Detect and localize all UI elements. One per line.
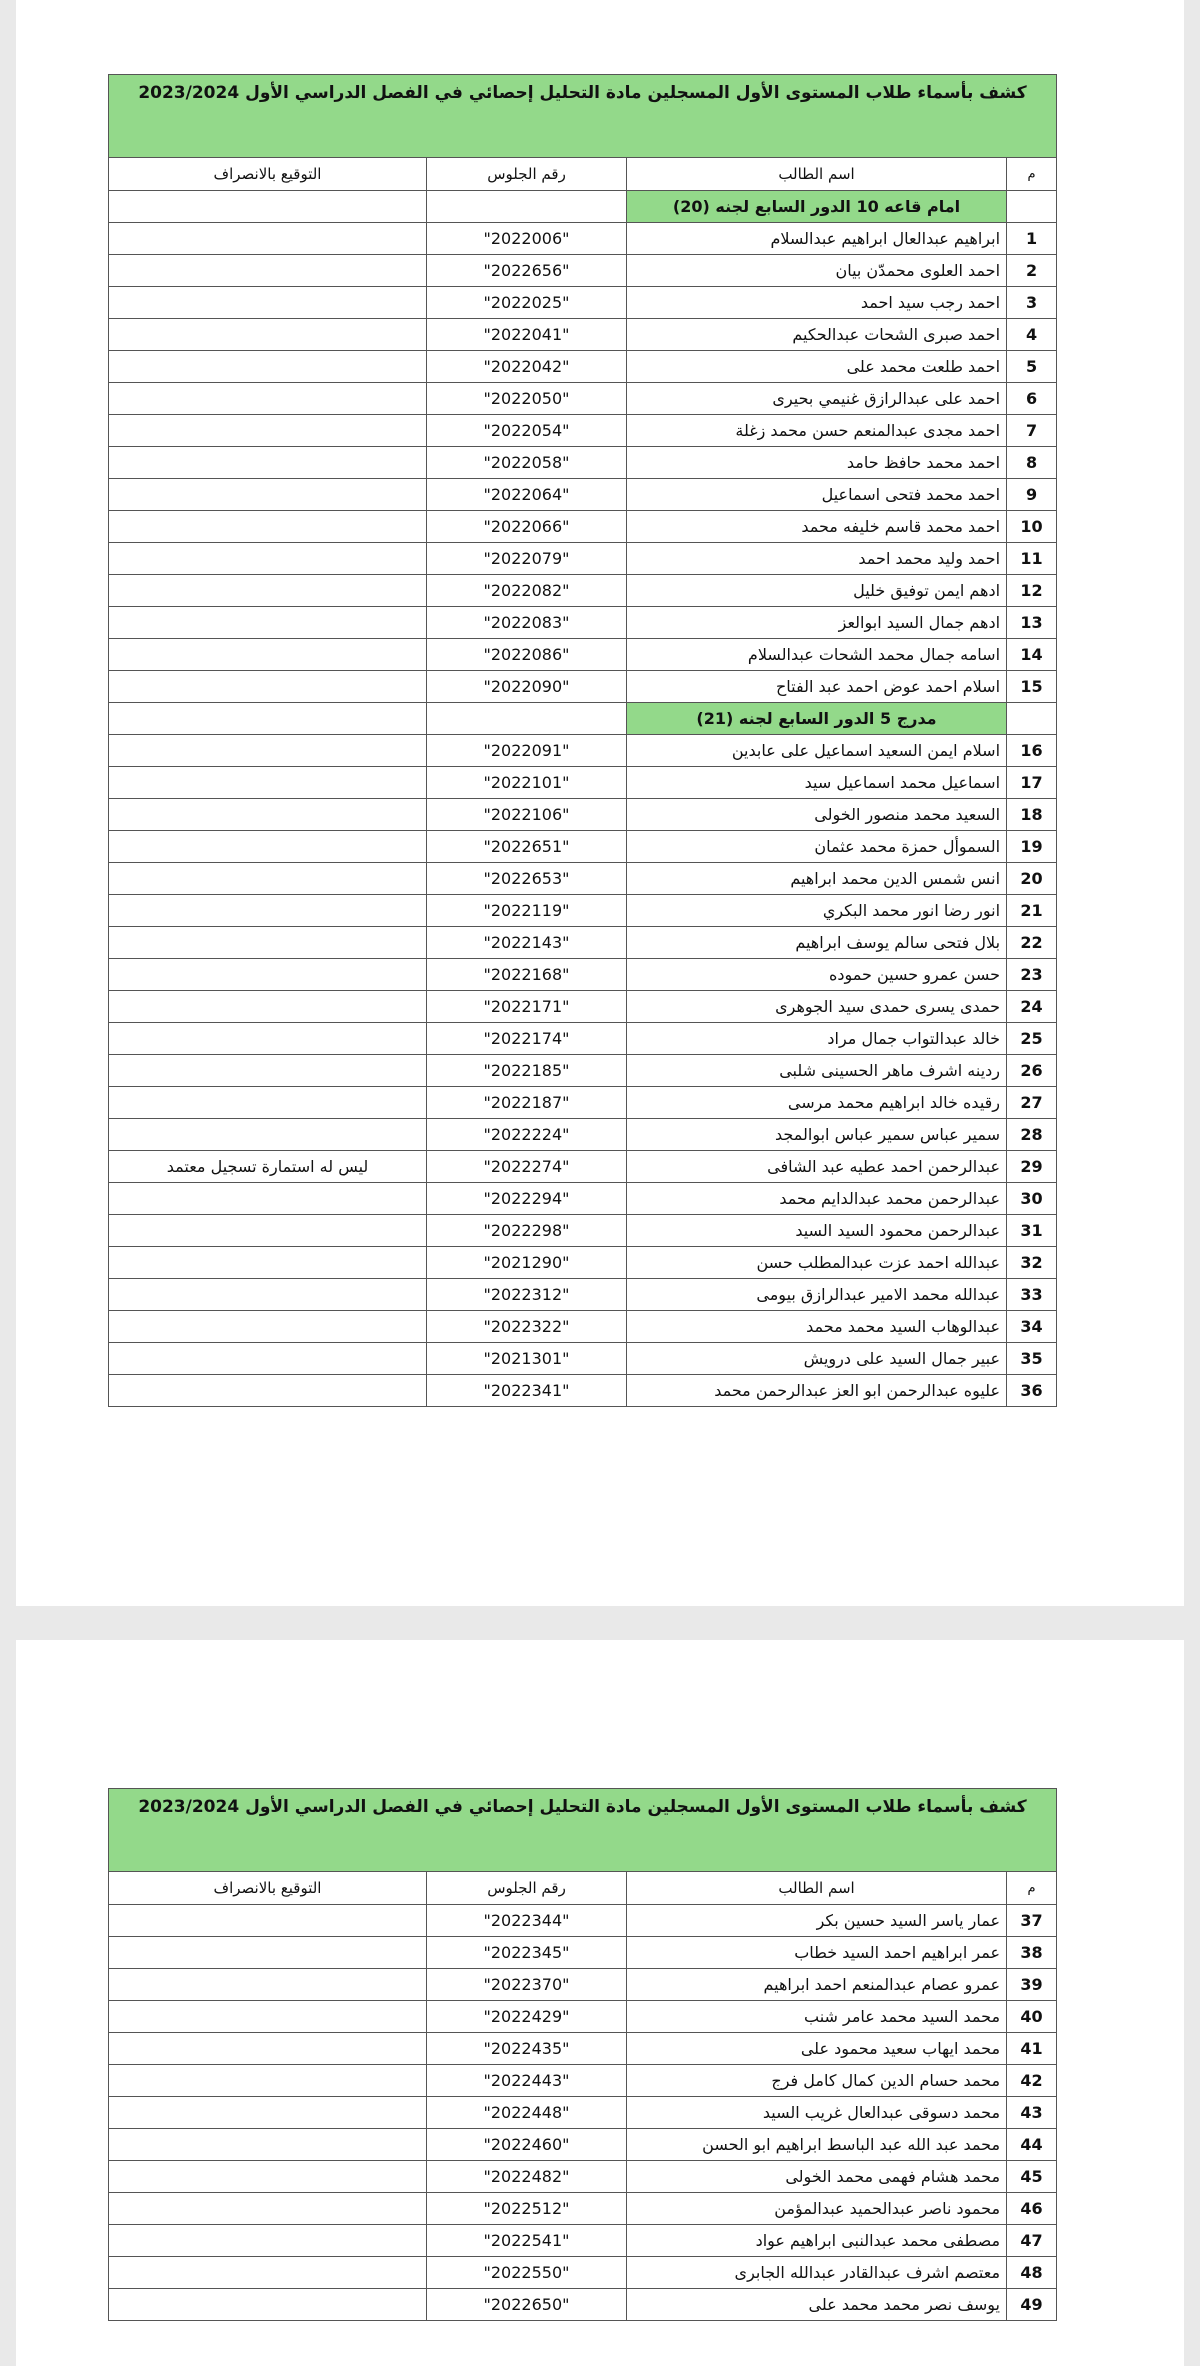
seat-number: "2022429": [427, 2001, 627, 2033]
signature-cell: [109, 287, 427, 319]
row-number: 7: [1007, 415, 1057, 447]
student-name: حمدى يسرى حمدى سيد الجوهرى: [627, 991, 1007, 1023]
seat-number: "2022322": [427, 1311, 627, 1343]
group-number-cell: [1007, 191, 1057, 223]
signature-cell: [109, 831, 427, 863]
student-roster-table-2: [108, 1788, 1057, 2321]
table-row: [109, 1087, 1057, 1119]
student-name: اسماعيل محمد اسماعيل سيد: [627, 767, 1007, 799]
table-row: [109, 2001, 1057, 2033]
student-name: محمد السيد محمد عامر شنب: [627, 2001, 1007, 2033]
table-row: [109, 287, 1057, 319]
row-number: 18: [1007, 799, 1057, 831]
row-number: 5: [1007, 351, 1057, 383]
seat-number: "2022090": [427, 671, 627, 703]
student-name: اسلام ايمن السعيد اسماعيل على عابدين: [627, 735, 1007, 767]
signature-cell: [109, 2033, 427, 2065]
signature-cell: [109, 415, 427, 447]
table-row: [109, 2161, 1057, 2193]
seat-number: "2022091": [427, 735, 627, 767]
table-row: [109, 607, 1057, 639]
student-name: عبدالرحمن احمد عطيه عبد الشافى: [627, 1151, 1007, 1183]
student-name: احمد مجدى عبدالمنعم حسن محمد زغلة: [627, 415, 1007, 447]
row-number: 14: [1007, 639, 1057, 671]
student-name: رقيده خالد ابراهيم محمد مرسى: [627, 1087, 1007, 1119]
signature-cell: [109, 2097, 427, 2129]
student-name: احمد صبرى الشحات عبدالحكيم: [627, 319, 1007, 351]
signature-cell: [109, 223, 427, 255]
signature-cell: [109, 959, 427, 991]
table-row: [109, 2129, 1057, 2161]
seat-number: "2022187": [427, 1087, 627, 1119]
seat-number: "2022650": [427, 2289, 627, 2321]
seat-number: "2022541": [427, 2225, 627, 2257]
seat-number: "2022066": [427, 511, 627, 543]
student-name: خالد عبدالتواب جمال مراد: [627, 1023, 1007, 1055]
row-number: 27: [1007, 1087, 1057, 1119]
signature-cell: [109, 1183, 427, 1215]
student-name: احمد على عبدالرازق غنيمي بحيرى: [627, 383, 1007, 415]
table-row: [109, 2193, 1057, 2225]
seat-number: "2022653": [427, 863, 627, 895]
student-name: احمد طلعت محمد على: [627, 351, 1007, 383]
row-number: 3: [1007, 287, 1057, 319]
student-name: يوسف نصر محمد محمد على: [627, 2289, 1007, 2321]
seat-number: "2022274": [427, 1151, 627, 1183]
student-name: ردينه اشرف ماهر الحسينى شلبى: [627, 1055, 1007, 1087]
student-name: بلال فتحى سالم يوسف ابراهيم: [627, 927, 1007, 959]
seat-number: "2022058": [427, 447, 627, 479]
student-name: عبدالله محمد الامير عبدالرازق بيومى: [627, 1279, 1007, 1311]
row-number: 48: [1007, 2257, 1057, 2289]
student-name: احمد محمد حافظ حامد: [627, 447, 1007, 479]
row-number: 8: [1007, 447, 1057, 479]
student-name: انس شمس الدين محمد ابراهيم: [627, 863, 1007, 895]
seat-number: "2022119": [427, 895, 627, 927]
signature-cell: [109, 799, 427, 831]
signature-cell: [109, 1343, 427, 1375]
student-name: عليوه عبدالرحمن ابو العز عبدالرحمن محمد: [627, 1375, 1007, 1407]
signature-cell: [109, 2289, 427, 2321]
student-name: ادهم جمال السيد ابوالعز: [627, 607, 1007, 639]
seat-number: "2022482": [427, 2161, 627, 2193]
seat-number: "2022106": [427, 799, 627, 831]
row-number: 11: [1007, 543, 1057, 575]
seat-number: "2022344": [427, 1905, 627, 1937]
row-number: 6: [1007, 383, 1057, 415]
signature-cell: [109, 351, 427, 383]
table-row: [109, 2033, 1057, 2065]
seat-number: "2022168": [427, 959, 627, 991]
table-row: [109, 1905, 1057, 1937]
group-label: امام قاعه 10 الدور السابع لجنه (20): [627, 191, 1007, 223]
seat-number: "2022171": [427, 991, 627, 1023]
table-row: [109, 351, 1057, 383]
table-row: [109, 735, 1057, 767]
student-name: احمد محمد فتحى اسماعيل: [627, 479, 1007, 511]
signature-cell: [109, 255, 427, 287]
group-signature-cell: [109, 703, 427, 735]
student-name: ادهم ايمن توفيق خليل: [627, 575, 1007, 607]
table-row: [109, 2065, 1057, 2097]
table-row: [109, 319, 1057, 351]
seat-number: "2022443": [427, 2065, 627, 2097]
table-row: [109, 2257, 1057, 2289]
seat-number: "2022224": [427, 1119, 627, 1151]
table-row: [109, 863, 1057, 895]
student-name: محمد دسوقى عبدالعال غريب السيد: [627, 2097, 1007, 2129]
seat-number: "2022460": [427, 2129, 627, 2161]
student-name: احمد وليد محمد احمد: [627, 543, 1007, 575]
header-seat-number: رقم الجلوس: [427, 1872, 627, 1905]
row-number: 29: [1007, 1151, 1057, 1183]
table-row: [109, 1311, 1057, 1343]
table-row: [109, 575, 1057, 607]
signature-cell: [109, 1215, 427, 1247]
row-number: 20: [1007, 863, 1057, 895]
student-name: ابراهيم عبدالعال ابراهيم عبدالسلام: [627, 223, 1007, 255]
signature-cell: [109, 1311, 427, 1343]
seat-number: "2022041": [427, 319, 627, 351]
signature-cell: [109, 1087, 427, 1119]
student-name: السموأل حمزة محمد عثمان: [627, 831, 1007, 863]
signature-cell: [109, 1969, 427, 2001]
seat-number: "2022341": [427, 1375, 627, 1407]
student-name: سمير عباس سمير عباس ابوالمجد: [627, 1119, 1007, 1151]
student-name: محمد هشام فهمى محمد الخولى: [627, 2161, 1007, 2193]
signature-cell: [109, 1279, 427, 1311]
seat-number: "2022651": [427, 831, 627, 863]
header-signature: التوقيع بالانصراف: [109, 158, 427, 191]
table-row: [109, 1055, 1057, 1087]
table-row: [109, 1343, 1057, 1375]
table-row: [109, 991, 1057, 1023]
seat-number: "2022294": [427, 1183, 627, 1215]
seat-number: "2022312": [427, 1279, 627, 1311]
seat-number: "2022042": [427, 351, 627, 383]
column-header-row: [109, 1872, 1057, 1905]
row-number: 30: [1007, 1183, 1057, 1215]
seat-number: "2022006": [427, 223, 627, 255]
row-number: 46: [1007, 2193, 1057, 2225]
table-row: [109, 479, 1057, 511]
signature-cell: ليس له استمارة تسجيل معتمد: [109, 1151, 427, 1183]
row-number: 28: [1007, 1119, 1057, 1151]
group-seat-cell: [427, 191, 627, 223]
signature-cell: [109, 1937, 427, 1969]
student-name: عمر ابراهيم احمد السيد خطاب: [627, 1937, 1007, 1969]
table-row: [109, 2097, 1057, 2129]
table-row: [109, 671, 1057, 703]
header-student-name: اسم الطالب: [627, 158, 1007, 191]
signature-cell: [109, 511, 427, 543]
header-number: م: [1007, 158, 1057, 191]
signature-cell: [109, 1905, 427, 1937]
row-number: 34: [1007, 1311, 1057, 1343]
row-number: 21: [1007, 895, 1057, 927]
signature-cell: [109, 2001, 427, 2033]
row-number: 22: [1007, 927, 1057, 959]
column-header-row: [109, 158, 1057, 191]
signature-cell: [109, 2225, 427, 2257]
header-number: م: [1007, 1872, 1057, 1905]
seat-number: "2022298": [427, 1215, 627, 1247]
row-number: 32: [1007, 1247, 1057, 1279]
student-name: عمار ياسر السيد حسين بكر: [627, 1905, 1007, 1937]
seat-number: "2021290": [427, 1247, 627, 1279]
row-number: 23: [1007, 959, 1057, 991]
row-number: 31: [1007, 1215, 1057, 1247]
table-row: [109, 543, 1057, 575]
table-row: [109, 1023, 1057, 1055]
row-number: 19: [1007, 831, 1057, 863]
header-signature: التوقيع بالانصراف: [109, 1872, 427, 1905]
signature-cell: [109, 319, 427, 351]
row-number: 38: [1007, 1937, 1057, 1969]
seat-number: "2022448": [427, 2097, 627, 2129]
header-seat-number: رقم الجلوس: [427, 158, 627, 191]
seat-number: "2022174": [427, 1023, 627, 1055]
signature-cell: [109, 1119, 427, 1151]
table-row: [109, 799, 1057, 831]
student-name: عبير جمال السيد على درويش: [627, 1343, 1007, 1375]
table-row: [109, 831, 1057, 863]
student-name: احمد محمد قاسم خليفه محمد: [627, 511, 1007, 543]
row-number: 24: [1007, 991, 1057, 1023]
seat-number: "2022064": [427, 479, 627, 511]
table-row: [109, 383, 1057, 415]
table-row: [109, 2225, 1057, 2257]
table-row: [109, 2289, 1057, 2321]
student-name: محمد عبد الله عبد الباسط ابراهيم ابو الحسن: [627, 2129, 1007, 2161]
table-row: [109, 223, 1057, 255]
group-row: [109, 191, 1057, 223]
row-number: 40: [1007, 2001, 1057, 2033]
row-number: 35: [1007, 1343, 1057, 1375]
signature-cell: [109, 2161, 427, 2193]
row-number: 44: [1007, 2129, 1057, 2161]
group-signature-cell: [109, 191, 427, 223]
row-number: 17: [1007, 767, 1057, 799]
row-number: 26: [1007, 1055, 1057, 1087]
signature-cell: [109, 639, 427, 671]
row-number: 2: [1007, 255, 1057, 287]
table-row: [109, 959, 1057, 991]
group-number-cell: [1007, 703, 1057, 735]
table-row: [109, 447, 1057, 479]
student-name: عبدالله احمد عزت عبدالمطلب حسن: [627, 1247, 1007, 1279]
student-name: محمد حسام الدين كمال كامل فرج: [627, 2065, 1007, 2097]
signature-cell: [109, 575, 427, 607]
seat-number: "2022345": [427, 1937, 627, 1969]
signature-cell: [109, 895, 427, 927]
student-name: مصطفى محمد عبدالنبى ابراهيم عواد: [627, 2225, 1007, 2257]
row-number: 13: [1007, 607, 1057, 639]
signature-cell: [109, 735, 427, 767]
student-name: عبدالرحمن محمود السيد السيد: [627, 1215, 1007, 1247]
student-name: السعيد محمد منصور الخولى: [627, 799, 1007, 831]
seat-number: "2022370": [427, 1969, 627, 2001]
signature-cell: [109, 607, 427, 639]
table-row: [109, 1215, 1057, 1247]
table-row: [109, 639, 1057, 671]
signature-cell: [109, 927, 427, 959]
row-number: 10: [1007, 511, 1057, 543]
seat-number: "2022050": [427, 383, 627, 415]
signature-cell: [109, 671, 427, 703]
group-label: مدرج 5 الدور السابع لجنه (21): [627, 703, 1007, 735]
seat-number: "2022054": [427, 415, 627, 447]
row-number: 45: [1007, 2161, 1057, 2193]
table-row: [109, 895, 1057, 927]
row-number: 25: [1007, 1023, 1057, 1055]
student-name: عبدالرحمن محمد عبدالدايم محمد: [627, 1183, 1007, 1215]
seat-number: "2022025": [427, 287, 627, 319]
table-row: [109, 1969, 1057, 2001]
seat-number: "2022079": [427, 543, 627, 575]
group-row: [109, 703, 1057, 735]
group-seat-cell: [427, 703, 627, 735]
signature-cell: [109, 383, 427, 415]
student-name: انور رضا انور محمد البكري: [627, 895, 1007, 927]
table-row: [109, 1937, 1057, 1969]
seat-number: "2022550": [427, 2257, 627, 2289]
seat-number: "2022083": [427, 607, 627, 639]
seat-number: "2022435": [427, 2033, 627, 2065]
student-name: احمد رجب سيد احمد: [627, 287, 1007, 319]
signature-cell: [109, 863, 427, 895]
table-title-row: [109, 75, 1057, 158]
seat-number: "2022082": [427, 575, 627, 607]
student-name: معتصم اشرف عبدالقادر عبدالله الجابرى: [627, 2257, 1007, 2289]
signature-cell: [109, 479, 427, 511]
table-title: كشف بأسماء طلاب المستوى الأول المسجلين مادة التحليل إحصائي في الفصل الدراسي الأول 2023/2024: [109, 1789, 1057, 1872]
signature-cell: [109, 1055, 427, 1087]
student-name: محمد ايهاب سعيد محمود على: [627, 2033, 1007, 2065]
student-name: عمرو عصام عبدالمنعم احمد ابراهيم: [627, 1969, 1007, 2001]
table-row: [109, 927, 1057, 959]
student-name: حسن عمرو حسين حموده: [627, 959, 1007, 991]
row-number: 39: [1007, 1969, 1057, 2001]
student-name: اسلام احمد عوض احمد عبد الفتاح: [627, 671, 1007, 703]
signature-cell: [109, 2065, 427, 2097]
seat-number: "2021301": [427, 1343, 627, 1375]
row-number: 16: [1007, 735, 1057, 767]
row-number: 37: [1007, 1905, 1057, 1937]
signature-cell: [109, 543, 427, 575]
table-row: [109, 1279, 1057, 1311]
signature-cell: [109, 767, 427, 799]
signature-cell: [109, 2193, 427, 2225]
seat-number: "2022656": [427, 255, 627, 287]
student-name: اسامه جمال محمد الشحات عبدالسلام: [627, 639, 1007, 671]
table-row: [109, 1183, 1057, 1215]
table-row: [109, 1119, 1057, 1151]
table-row: [109, 1151, 1057, 1183]
seat-number: "2022185": [427, 1055, 627, 1087]
student-name: محمود ناصر عبدالحميد عبدالمؤمن: [627, 2193, 1007, 2225]
row-number: 42: [1007, 2065, 1057, 2097]
row-number: 12: [1007, 575, 1057, 607]
signature-cell: [109, 447, 427, 479]
table-row: [109, 415, 1057, 447]
row-number: 41: [1007, 2033, 1057, 2065]
table-title-row: [109, 1789, 1057, 1872]
signature-cell: [109, 1375, 427, 1407]
signature-cell: [109, 1247, 427, 1279]
table-row: [109, 1247, 1057, 1279]
student-roster-table-1: [108, 74, 1057, 1407]
row-number: 33: [1007, 1279, 1057, 1311]
table-row: [109, 767, 1057, 799]
signature-cell: [109, 991, 427, 1023]
student-name: عبدالوهاب السيد محمد محمد: [627, 1311, 1007, 1343]
seat-number: "2022512": [427, 2193, 627, 2225]
student-name: احمد العلوى محمدّن بيان: [627, 255, 1007, 287]
table-row: [109, 1375, 1057, 1407]
row-number: 36: [1007, 1375, 1057, 1407]
seat-number: "2022086": [427, 639, 627, 671]
table-row: [109, 511, 1057, 543]
row-number: 43: [1007, 2097, 1057, 2129]
row-number: 9: [1007, 479, 1057, 511]
row-number: 15: [1007, 671, 1057, 703]
signature-cell: [109, 2129, 427, 2161]
header-student-name: اسم الطالب: [627, 1872, 1007, 1905]
row-number: 4: [1007, 319, 1057, 351]
row-number: 47: [1007, 2225, 1057, 2257]
seat-number: "2022143": [427, 927, 627, 959]
row-number: 49: [1007, 2289, 1057, 2321]
seat-number: "2022101": [427, 767, 627, 799]
table-row: [109, 255, 1057, 287]
table-title: كشف بأسماء طلاب المستوى الأول المسجلين مادة التحليل إحصائي في الفصل الدراسي الأول 2023/2024: [109, 75, 1057, 158]
signature-cell: [109, 1023, 427, 1055]
signature-cell: [109, 2257, 427, 2289]
row-number: 1: [1007, 223, 1057, 255]
